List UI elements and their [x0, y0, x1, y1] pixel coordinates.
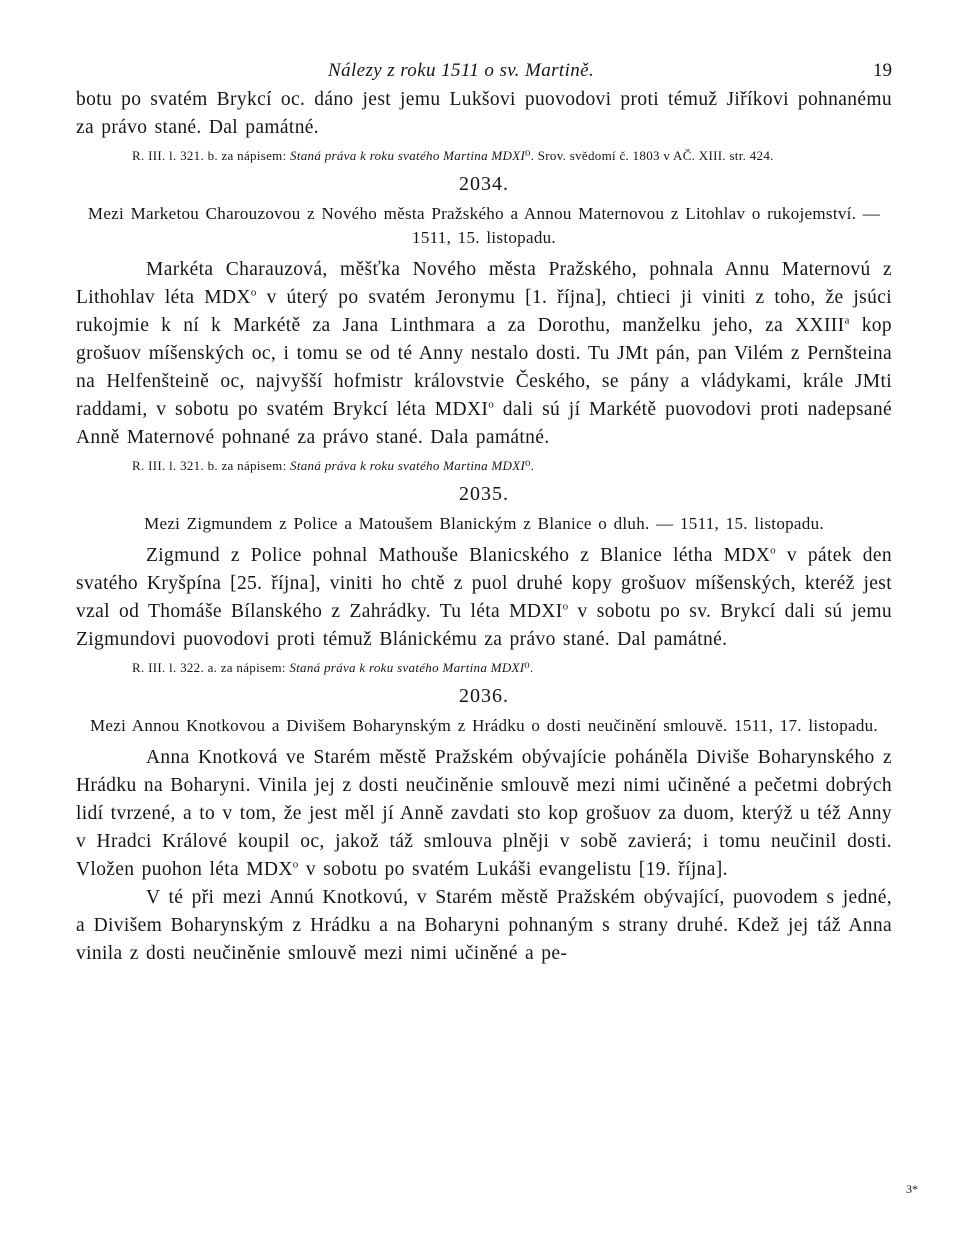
continuation-reference: R. III. l. 321. b. za nápisem: Staná práva k roku svatého Martina MDXI⁰. Srov. svědomí č. 1803 v AČ. XIII. str. 424. — [132, 148, 774, 163]
document-reference-2034: R. III. l. 321. b. za nápisem: Staná práva k roku svatého Martina MDXI⁰. — [132, 458, 535, 473]
continuation-paragraph: botu po svatém Brykcí oc. dáno jest jemu Lukšovi puovodovi proti témuž Jiříkovi pohnanému za právo stané. Dal památné. — [76, 89, 892, 138]
document-body-2036-part-2: V té při mezi Annú Knotkovú, v Starém městě Pražském obývající, puovodem s jedné, a Divišem Boharynským z Hrádku a na Boharyni pohnaným s strany druhé. Kdež jej táž Anna vinila z dosti neučiněnie smlouvě mezi nimi učiněné a pe- — [76, 887, 892, 964]
document-reference-2035: R. III. l. 322. a. za nápisem: Staná práva k roku svatého Martina MDXI⁰. — [132, 660, 534, 675]
printer-signature-mark: 3* — [906, 1182, 918, 1196]
page-header — [76, 50, 892, 86]
document-number-2036: 2036. — [459, 685, 509, 707]
document-body-2036: Anna Knotková ve Starém městě Pražském obývajície poháněla Diviše Boharynského z Hrádku na Boharyni. Vinila jej z dosti neučiněnie smlouvě mezi nimi učiněné a pečetmi dobrých lidí tvrzené, a to v tom, že jest měl jí Anně zavdati sto kop grošuov za duom, kterýž u též Anny v Hradci Králové koupil oc, jakož táž smlouva plněji v sobě zavierá; i tomu neučinil dosti. Vložen puohon léta MDX$^o$ v sobotu po svatém Lukáši evangelistu [19. října]. — [76, 747, 892, 880]
page-number: 19 — [873, 60, 892, 81]
document-body-2034: Markéta Charauzová, měšťka Nového města Pražského, pohnala Annu Maternovú z Lithohlav léta MDX$^o$ v úterý po svatém Jeronymu [1. října], chtieci ji viniti z toho, že jsúci rukojmie k ní k Markétě za Jana Linthmara a za Dorothu, manželku jeho, za XXIII$^a$ kop grošuov míšenských oc, i tomu se od té Anny nestalo dosti. Tu JMt pán, pan Vilém z Pernšteina na Helfenšteině oc, najvyšší hofmistr královstvie Českého, se pány a vládykami, krále JMti raddami, v sobotu po svatém Brykcí léta MDXI$^o$ dali sú jí Markétě puovodovi proti nadepsané Anně Maternové pohnané za právo stané. Dala památné. — [76, 259, 892, 448]
document-number-2035: 2035. — [459, 483, 509, 505]
running-title: Nálezy z roku 1511 o sv. Martině. — [328, 60, 595, 81]
document-number-2034: 2034. — [459, 173, 509, 195]
document-body-2035: Zigmund z Police pohnal Mathouše Blanicského z Blanice létha MDX$^o$ v pátek den svatého Kryšpína [25. října], viniti ho chtě z puol druhé kopy grošuov míšenských, kteréž jest vzal od Thomáše Bílanského z Zahrádky. Tu léta MDXI$^o$ v sobotu po sv. Brykcí dali sú jemu Zigmundovi puovodovi proti témuž Blánickému za právo stané. Dal památné. — [76, 544, 892, 650]
document-page — [76, 50, 892, 968]
document-heading-2036: Mezi Annou Knotkovou a Divišem Boharynským z Hrádku o dosti neučinění smlouvě. 1511, 17. listopadu. — [90, 716, 878, 735]
document-heading-2035: Mezi Zigmundem z Police a Matoušem Blanickým z Blanice o dluh. — 1511, 15. listopadu. — [144, 514, 824, 533]
document-heading-2034: Mezi Marketou Charouzovou z Nového města Pražského a Annou Maternovou z Litohlav o rukojemství. — 1511, 15. listopadu. — [87, 204, 881, 247]
